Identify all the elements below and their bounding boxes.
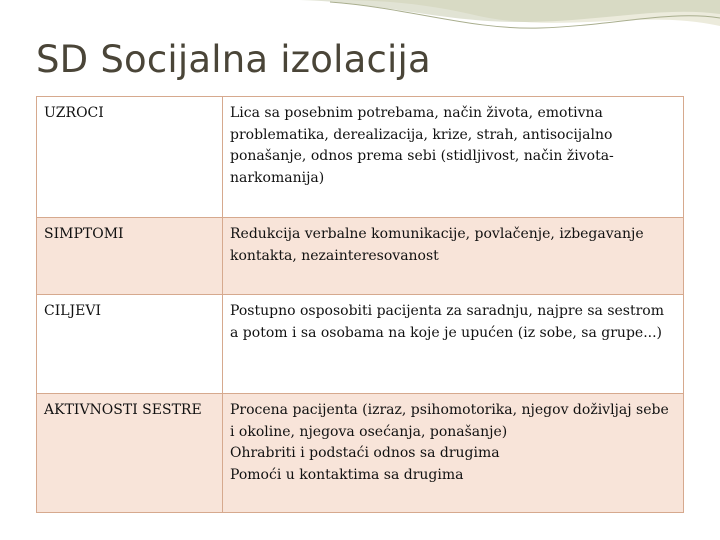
row-label: SIMPTOMI xyxy=(37,218,223,295)
row-content xyxy=(223,97,684,218)
row-label: UZROCI xyxy=(37,97,223,218)
content-line: Pomoći u kontaktima sa drugima xyxy=(230,466,464,483)
info-table xyxy=(36,96,684,513)
row-label: CILJEVI xyxy=(37,295,223,394)
table-row xyxy=(37,218,684,295)
row-content xyxy=(223,295,684,394)
row-content xyxy=(223,218,684,295)
content-line: Postupno osposobiti pacijenta za saradnju, najpre sa sestrom a potom i sa osobama na koje je upućen (iz sobe, sa grupe...) xyxy=(230,303,664,341)
slide-title: SD Socijalna izolacija xyxy=(36,38,431,81)
content-line: Redukcija verbalne komunikacije, povlačenje, izbegavanje kontakta, nezainteresovanost xyxy=(230,226,644,264)
content-line: Procena pacijenta (izraz, psihomotorika, njegov doživljaj sebe i okoline, njegova osećanja, ponašanje) xyxy=(230,402,669,440)
row-content xyxy=(223,394,684,513)
table-row xyxy=(37,97,684,218)
row-label: AKTIVNOSTI SESTRE xyxy=(37,394,223,513)
table-row xyxy=(37,394,684,513)
table-row xyxy=(37,295,684,394)
content-line: Ohrabriti i podstaći odnos sa drugima xyxy=(230,445,500,461)
content-line: Lica sa posebnim potrebama, način života, emotivna problematika, derealizacija, krize, strah, antisocijalno ponašanje, odnos prema sebi (stidljivost, način života-narkomanija) xyxy=(230,105,614,186)
